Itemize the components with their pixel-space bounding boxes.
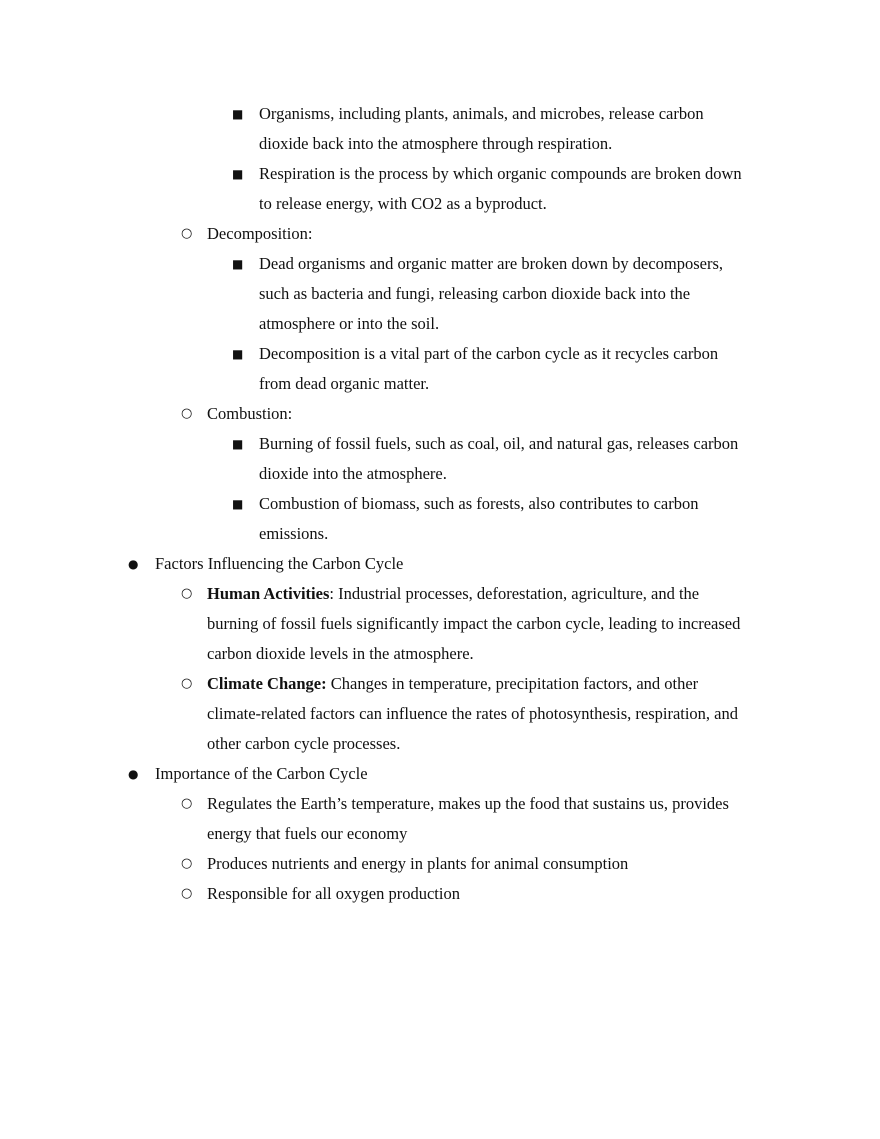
list-item-text: Responsible for all oxygen production [207,884,460,903]
list-item-line [259,519,328,549]
list-item-line [207,579,699,609]
list-item-line [207,879,460,909]
list-item-text: to release energy, with CO2 as a byproduct. [259,194,547,213]
list-item-text: Decomposition is a vital part of the carbon cycle as it recycles carbon [259,344,719,363]
list-item-bold-label: Human Activities [207,584,330,603]
list-item-line [207,639,474,669]
list-item-text: Importance of the Carbon Cycle [155,764,368,783]
list-item-line [155,759,368,789]
list-item-text: Decomposition: [207,224,313,243]
list-item-line [259,339,718,369]
bullet-circle-icon: ○ [181,226,193,241]
bullet-square-icon: ■ [232,347,244,361]
list-item-line [207,219,312,249]
list-item-text: Regulates the Earth’s temperature, makes up the food that sustains us, provides [207,794,729,813]
list-item-line [207,699,738,729]
bullet-circle-icon: ○ [181,406,193,421]
list-item-line [259,129,612,159]
list-item-text: Respiration is the process by which organic compounds are broken down [259,164,742,183]
bullet-square-icon: ■ [232,107,244,121]
list-item-line [259,459,447,489]
list-item-line [207,399,292,429]
list-item-text: : Industrial processes, deforestation, agriculture, and the [329,584,700,603]
list-item-text: emissions. [259,524,329,543]
list-item-line [207,609,740,639]
list-item-text: energy that fuels our economy [207,824,408,843]
bullet-circle-icon: ○ [181,796,193,811]
list-item-text: Dead organisms and organic matter are broken down by decomposers, [259,254,724,273]
bullet-square-icon: ■ [232,167,244,181]
list-item-bold-label: Climate Change: [207,674,327,693]
list-item-line [207,819,407,849]
list-item-text: Combustion: [207,404,293,423]
list-item-text: atmosphere or into the soil. [259,314,440,333]
list-item-line [207,669,698,699]
list-item-line [155,549,403,579]
bullet-square-icon: ■ [232,497,244,511]
list-item-line [259,249,723,279]
list-item-text: such as bacteria and fungi, releasing carbon dioxide back into the [259,284,691,303]
list-item-text: Produces nutrients and energy in plants for animal consumption [207,854,629,873]
list-item-text: dioxide into the atmosphere. [259,464,447,483]
list-item-line [259,189,547,219]
list-item-text: Changes in temperature, precipitation factors, and other [326,674,699,693]
bullet-square-icon: ■ [232,437,244,451]
list-item-line [259,429,738,459]
list-item-line [207,849,628,879]
list-item-text: carbon dioxide levels in the atmosphere. [207,644,474,663]
list-item-text: burning of fossil fuels significantly impact the carbon cycle, leading to increased [207,614,741,633]
list-item-line [259,369,429,399]
bullet-circle-icon: ○ [181,886,193,901]
list-item-line [259,159,742,189]
list-item-text: from dead organic matter. [259,374,430,393]
list-item-text: Organisms, including plants, animals, and microbes, release carbon [259,104,704,123]
bullet-disc-icon: ● [128,767,139,781]
list-item-text: other carbon cycle processes. [207,734,401,753]
list-item-line [207,729,400,759]
list-item-text: climate-related factors can influence the rates of photosynthesis, respiration, and [207,704,739,723]
list-item-line [259,99,704,129]
list-item-text: dioxide back into the atmosphere through respiration. [259,134,613,153]
list-item-line [259,279,690,309]
list-item-text: Burning of fossil fuels, such as coal, oil, and natural gas, releases carbon [259,434,739,453]
list-item-line [259,489,698,519]
bullet-circle-icon: ○ [181,676,193,691]
list-item-text: Combustion of biomass, such as forests, also contributes to carbon [259,494,699,513]
list-item-line [207,789,729,819]
bullet-square-icon: ■ [232,257,244,271]
bullet-disc-icon: ● [128,557,139,571]
bullet-circle-icon: ○ [181,856,193,871]
list-item-line [259,309,439,339]
bullet-circle-icon: ○ [181,586,193,601]
list-item-text: Factors Influencing the Carbon Cycle [155,554,404,573]
